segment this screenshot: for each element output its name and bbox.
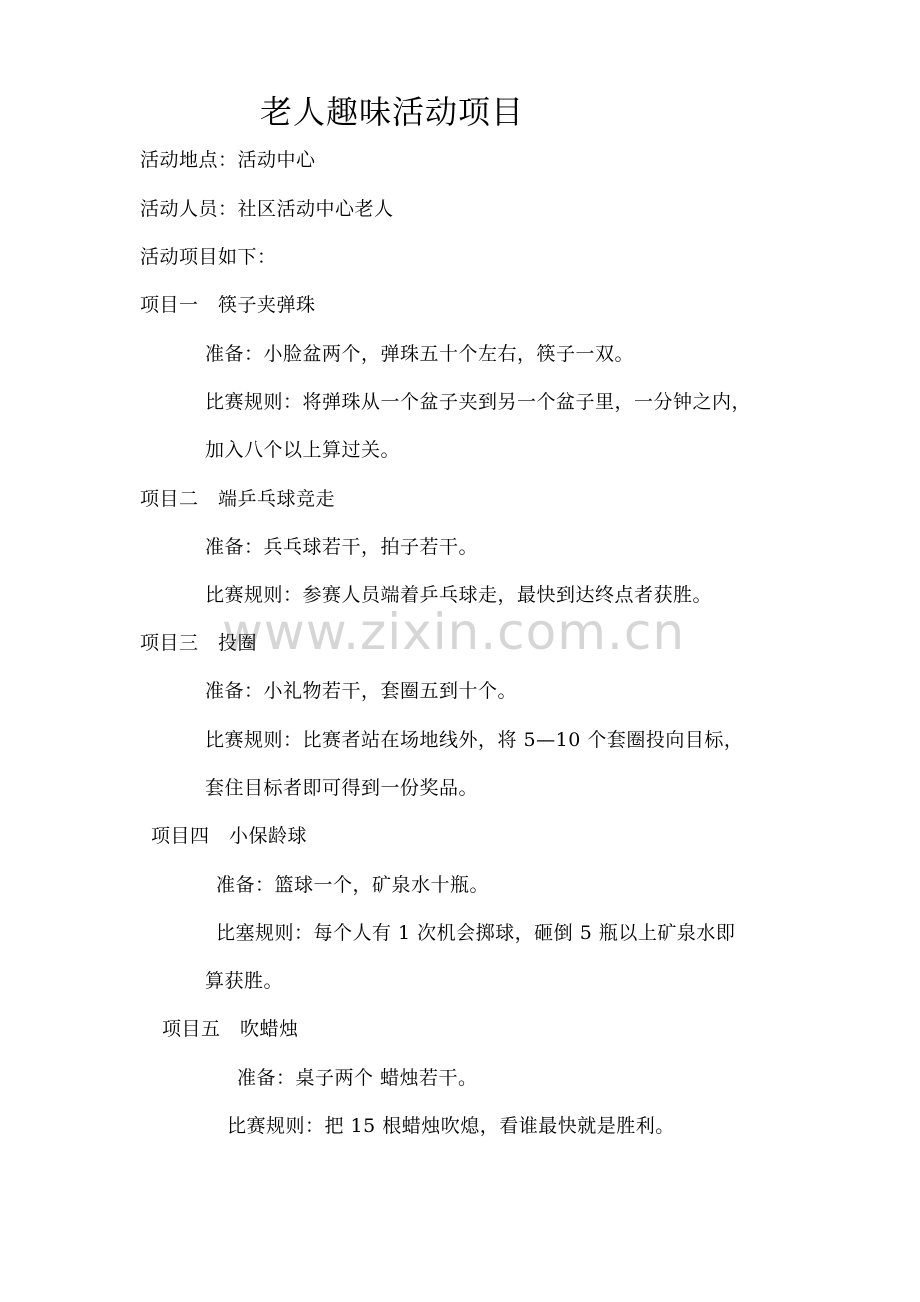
project-rules-continued: 套住目标者即可得到一份奖品。	[205, 777, 479, 799]
project-rules: 比塞规则：每个人有 1 次机会掷球，砸倒 5 瓶以上矿泉水即	[216, 922, 736, 944]
project-prep: 准备：小礼物若干，套圈五到十个。	[205, 680, 518, 702]
project-rules: 比赛规则：比赛者站在场地线外，将 5—10 个套圈投向目标，	[205, 729, 744, 751]
project-prep: 准备：篮球一个，矿泉水十瓶。	[216, 874, 490, 896]
project-rules: 比赛规则：把 15 根蜡烛吹熄，看谁最快就是胜利。	[227, 1115, 675, 1137]
projects-intro: 活动项目如下：	[140, 246, 277, 268]
project-rules-continued: 算获胜。	[205, 970, 284, 992]
project-prep: 准备：小脸盆两个，弹珠五十个左右，筷子一双。	[205, 343, 635, 365]
project-rules: 比赛规则：将弹珠从一个盆子夹到另一个盆子里，一分钟之内，	[205, 391, 752, 413]
project-heading: 项目四 小保龄球	[151, 825, 308, 847]
project-rules: 比赛规则：参赛人员端着乒乓球走，最快到达终点者获胜。	[205, 584, 713, 606]
activity-location: 活动地点：活动中心	[140, 149, 316, 171]
project-prep: 准备：兵乓球若干，拍子若干。	[205, 536, 479, 558]
project-heading: 项目五 吹蜡烛	[162, 1018, 299, 1040]
project-heading: 项目一 筷子夹弹珠	[140, 294, 316, 316]
project-heading: 项目三 投圈	[140, 632, 258, 654]
project-heading: 项目二 端乒乓球竞走	[140, 488, 336, 510]
watermark-text: www.zixin.com.cn	[222, 603, 686, 661]
document-title: 老人趣味活动项目	[260, 93, 525, 131]
project-rules-continued: 加入八个以上算过关。	[205, 439, 401, 461]
project-prep: 准备：桌子两个 蜡烛若干。	[237, 1067, 478, 1089]
activity-participants: 活动人员：社区活动中心老人	[140, 198, 394, 220]
